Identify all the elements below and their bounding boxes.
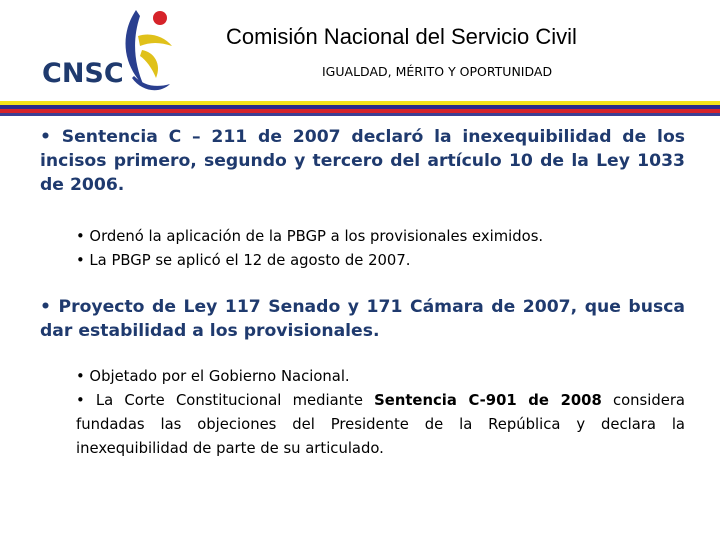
sub-bullet-ordeno: • Ordenó la aplicación de la PBGP a los provisionales eximidos.: [76, 228, 544, 245]
slide-content: [40, 125, 685, 461]
logo-text: CNSC: [42, 58, 124, 89]
sub-bullet-objetado: • Objetado por el Gobierno Nacional.: [76, 368, 350, 385]
header-stripes: [0, 101, 720, 117]
corte-text-before: • La Corte Constitucional mediante: [76, 392, 375, 409]
corte-text-after: considera fundadas las objeciones del Presidente de la República y declara la inexequibilidad de parte de su articulado.: [76, 392, 685, 457]
page-title: Comisión Nacional del Servicio Civil: [226, 24, 577, 49]
bullet-sentencia: • Sentencia C – 211 de 2007 declaró la inexequibilidad de los incisos primero, segundo y tercero del artículo 10 de la Ley 1033 de 2006.: [40, 127, 685, 195]
sub-bullet-aplico: • La PBGP se aplicó el 12 de agosto de 2007.: [76, 252, 411, 269]
bullet-proyecto-ley: • Proyecto de Ley 117 Senado y 171 Cámara de 2007, que busca dar estabilidad a los provisionales.: [40, 297, 685, 341]
sub-bullet-corte: [76, 389, 685, 461]
stripe-blue-bottom: [0, 113, 720, 116]
cnsc-logo: [38, 6, 178, 98]
page-subtitle: IGUALDAD, MÉRITO Y OPORTUNIDAD: [322, 64, 553, 79]
sentencia-reference: Sentencia C-901 de 2008: [374, 392, 602, 409]
